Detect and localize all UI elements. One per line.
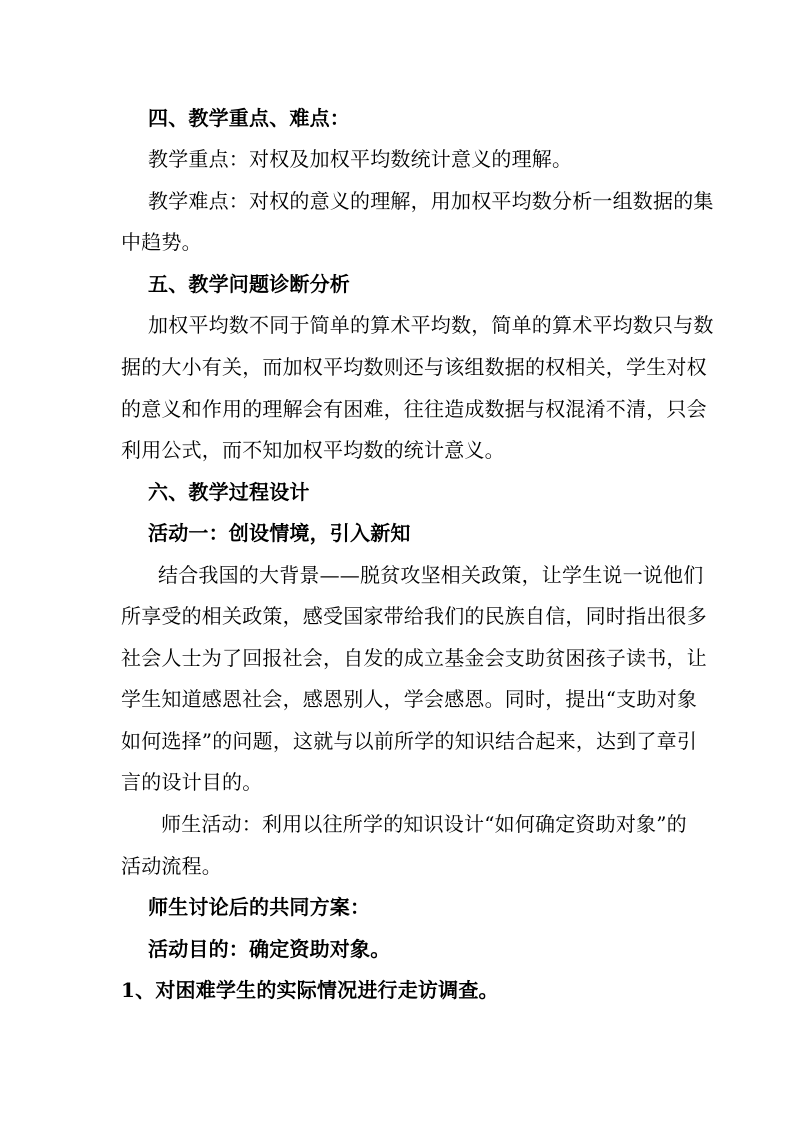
paragraph-line: 社会人士为了回报社会，自发的成立基金会支助贫困孩子读书，让 <box>121 646 707 670</box>
paragraph-line: 活动流程。 <box>121 854 222 878</box>
paragraph-line: 的意义和作用的理解会有困难，往往造成数据与权混淆不清，只会 <box>121 397 707 421</box>
paragraph-line: 结合我国的大背景——脱贫攻坚相关政策，让学生说一说他们 <box>158 563 704 587</box>
section-heading-process-design: 六、教学过程设计 <box>148 480 310 504</box>
paragraph-line: 据的大小有关，而加权平均数则还与该组数据的权相关，学生对权 <box>121 355 707 379</box>
paragraph-line: 加权平均数不同于简单的算术平均数，简单的算术平均数只与数 <box>148 313 714 337</box>
paragraph-line: 教学难点：对权的意义的理解，用加权平均数分析一组数据的集 <box>148 189 714 213</box>
plan-heading: 师生讨论后的共同方案： <box>148 895 371 919</box>
paragraph-line: 中趋势。 <box>121 230 202 254</box>
paragraph-line: 如何选择”的问题，这就与以前所学的知识结合起来，达到了章引 <box>121 729 698 753</box>
section-heading-problem-analysis: 五、教学问题诊断分析 <box>148 272 350 296</box>
numbered-item: 1、对困难学生的实际情况进行走访调查。 <box>121 978 499 1002</box>
paragraph-line: 利用公式，而不知加权平均数的统计意义。 <box>121 438 505 462</box>
paragraph-line: 学生知道感恩社会，感恩别人，学会感恩。同时，提出“支助对象 <box>121 687 698 711</box>
paragraph-line: 言的设计目的。 <box>121 770 263 794</box>
paragraph-line: 所享受的相关政策，感受国家带给我们的民族自信，同时指出很多 <box>121 604 707 628</box>
paragraph-line: 教学重点：对权及加权平均数统计意义的理解。 <box>148 147 573 171</box>
activity-heading: 活动一：创设情境，引入新知 <box>148 521 411 545</box>
paragraph-line: 师生活动：利用以往所学的知识设计“如何确定资助对象”的 <box>161 812 687 836</box>
activity-purpose: 活动目的：确定资助对象。 <box>148 937 391 961</box>
section-heading-key-points: 四、教学重点、难点： <box>148 106 350 130</box>
